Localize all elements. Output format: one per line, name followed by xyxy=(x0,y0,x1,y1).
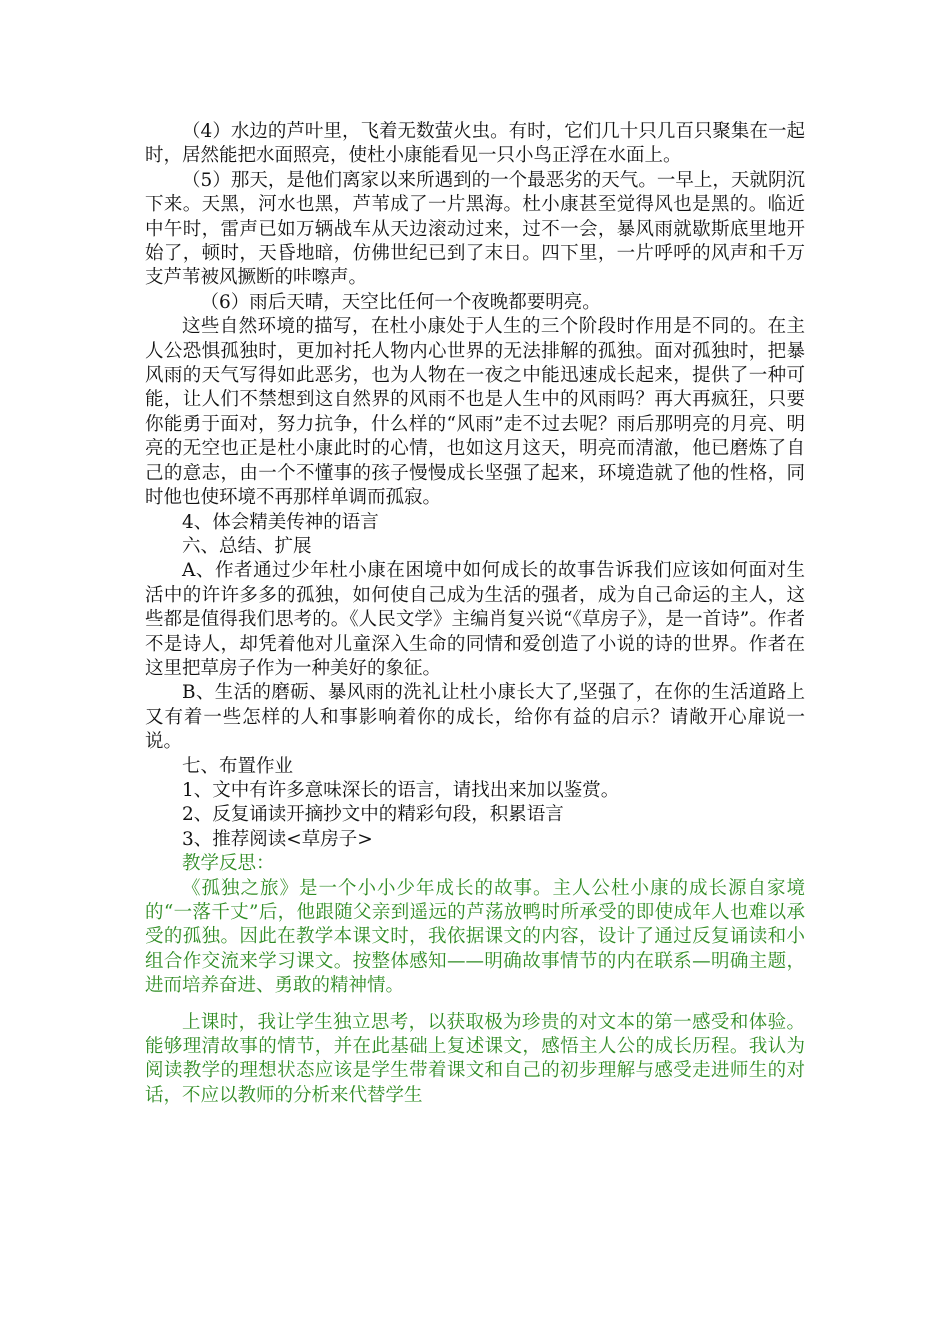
heading-language: 4、体会精美传神的语言 xyxy=(182,511,379,533)
paragraph-example-6: （6）雨后天晴，天空比任何一个夜晚都要明亮。 xyxy=(200,291,601,313)
homework-item-3: 3、推荐阅读<草房子> xyxy=(182,828,373,850)
paragraph-reflection-1: 《孤独之旅》是一个小小少年成长的故事。主人公杜小康的成长源自家境的“一落千丈”后，他跟随父亲到遥远的芦荡放鸭时所承受的即使成年人也难以承受的孤独。因此在教学本课文时，我依据课文的内容，设计了通过反复诵读和小组合作交流来学习课文。按整体感知——明确故事情节的内在联系—明确主题，进而培养奋进、勇敢的精神情。 xyxy=(145,877,805,997)
heading-homework: 七、布置作业 xyxy=(182,755,294,777)
homework-item-1: 1、文中有许多意味深长的语言，请找出来加以鉴赏。 xyxy=(182,779,620,801)
paragraph-reflection-2: 上课时，我让学生独立思考，以获取极为珍贵的对文本的第一感受和体验。能够理清故事的情节，并在此基础上复述课文，感悟主人公的成长历程。我认为阅读教学的理想状态应该是学生带着课文和自己的初步理解与感受走进师生的对话，不应以教师的分析来代替学生 xyxy=(145,1011,805,1106)
document-page xyxy=(145,120,805,1108)
paragraph-example-5: （5）那天，是他们离家以来所遇到的一个最恶劣的天气。一早上，天就阴沉下来。天黑，河水也黑，芦苇成了一片黑海。杜小康甚至觉得风也是黑的。临近中午时，雷声已如万辆战车从天边滚动过来，过不一会，暴风雨就歇斯底里地开始了，顿时，天昏地暗，仿佛世纪已到了末日。四下里，一片呼呼的风声和千万支芦苇被风撅断的咔嚓声。 xyxy=(145,169,805,289)
paragraph-example-4: （4）水边的芦叶里，飞着无数萤火虫。有时，它们几十只几百只聚集在一起时，居然能把水面照亮，使杜小康能看见一只小鸟正浮在水面上。 xyxy=(145,121,805,167)
heading-summary: 六、总结、扩展 xyxy=(182,535,312,557)
homework-item-2: 2、反复诵读开摘抄文中的精彩句段，积累语言 xyxy=(182,804,564,826)
paragraph-summary-a: A、作者通过少年杜小康在困境中如何成长的故事告诉我们应该如何面对生活中的许许多多的孤独，如何使自己成为生活的强者，成为自己命运的主人，这些都是值得我们思考的。《人民文学》主编肖复兴说“《草房子》，是一首诗”。作者不是诗人，却凭着他对儿童深入生命的同情和爱创造了小说的诗的世界。作者在这里把草房子作为一种美好的象征。 xyxy=(145,560,805,679)
paragraph-summary-b: B、生活的磨砺、暴风雨的洗礼让杜小康长大了,坚强了，在你的生活道路上又有着一些怎样的人和事影响着你的成长，给你有益的启示？请敞开心扉说一说。 xyxy=(145,682,805,753)
paragraph-analysis: 这些自然环境的描写，在杜小康处于人生的三个阶段时作用是不同的。在主人公恐惧孤独时，更加衬托人物内心世界的无法排解的孤独。面对孤独时，把暴风雨的天气写得如此恶劣，也为人物在一夜之中能迅速成长起来，提供了一种可能，让人们不禁想到这自然界的风雨不也是人生中的风雨吗？再大再疯狂，只要你能勇于面对，努力抗争，什么样的“风雨”走不过去呢？雨后那明亮的月亮、明亮的无空也正是杜小康此时的心情，也如这月这天，明亮而清澈，他已磨炼了自己的意志，由一个不懂事的孩子慢慢成长坚强了起来，环境造就了他的性格，同时他也使环境不再那样单调而孤寂。 xyxy=(145,316,805,509)
heading-reflection: 教学反思： xyxy=(182,853,275,875)
